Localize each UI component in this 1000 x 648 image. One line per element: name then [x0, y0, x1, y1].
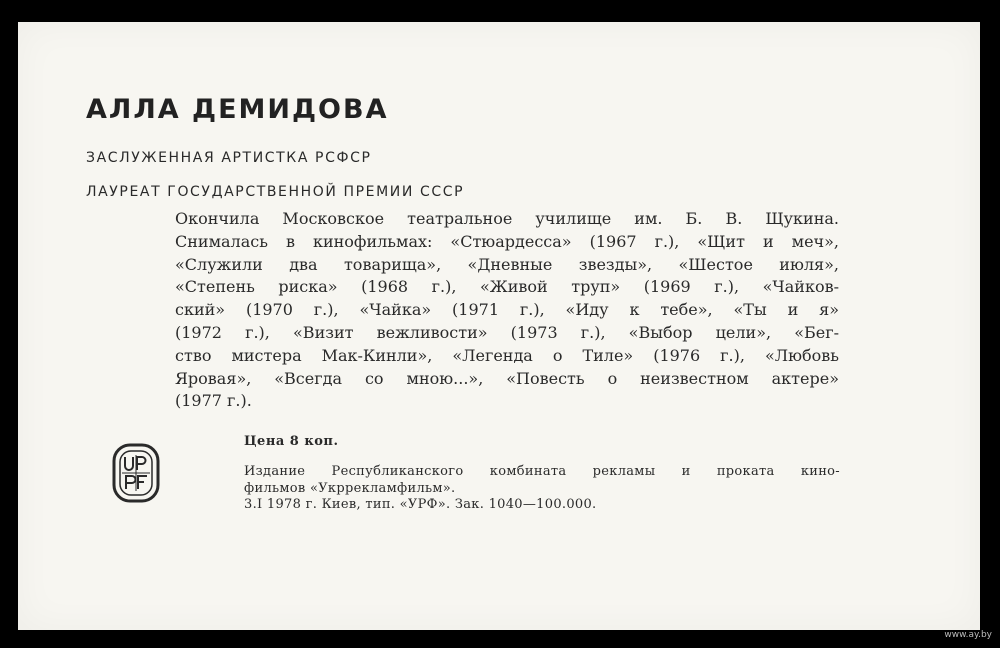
bio-line: ство мистера Мак-Кинли», «Легенда о Тиле» (1976 г.), «Любовь [175, 345, 839, 365]
bio-line: (1977 г.). [175, 391, 252, 411]
imprint-line: Издание Республиканского комбината рекламы и проката кино- [244, 464, 840, 479]
actress-name: АЛЛА ДЕМИДОВА [86, 94, 389, 125]
bio-line: «Служили два товарища», «Дневные звезды», «Шестое июля», [175, 254, 839, 274]
postcard-back [18, 22, 980, 630]
award-title: ЛАУРЕАТ ГОСУДАРСТВЕННОЙ ПРЕМИИ СССР [86, 184, 465, 200]
bio-line: (1972 г.), «Визит вежливости» (1973 г.), «Выбор цели», «Бег- [175, 322, 839, 342]
imprint-line: фильмов «Укррекламфильм». [244, 480, 456, 496]
publisher-imprint [244, 464, 840, 514]
biography-text [175, 208, 839, 413]
bio-line: Снималась в кинофильмах: «Стюардесса» (1967 г.), «Щит и меч», [175, 231, 839, 251]
bio-line: Окончила Московское театральное училище им. Б. В. Щукина. [175, 209, 839, 228]
imprint-line: 3.I 1978 г. Киев, тип. «УРФ». Зак. 1040—100.000. [244, 497, 597, 512]
bio-line: «Степень риска» (1968 г.), «Живой труп» (1969 г.), «Чайков- [175, 277, 839, 297]
bio-line: Яровая», «Всегда со мною...», «Повесть о неизвестном актере» [175, 368, 839, 388]
bio-line: ский» (1970 г.), «Чайка» (1971 г.), «Иду к тебе», «Ты и я» [175, 300, 839, 320]
honorary-title: ЗАСЛУЖЕННАЯ АРТИСТКА РСФСР [86, 150, 372, 166]
publisher-logo-icon [112, 443, 160, 503]
site-watermark: www.ay.by [944, 630, 992, 640]
price-label: Цена 8 коп. [244, 434, 339, 449]
